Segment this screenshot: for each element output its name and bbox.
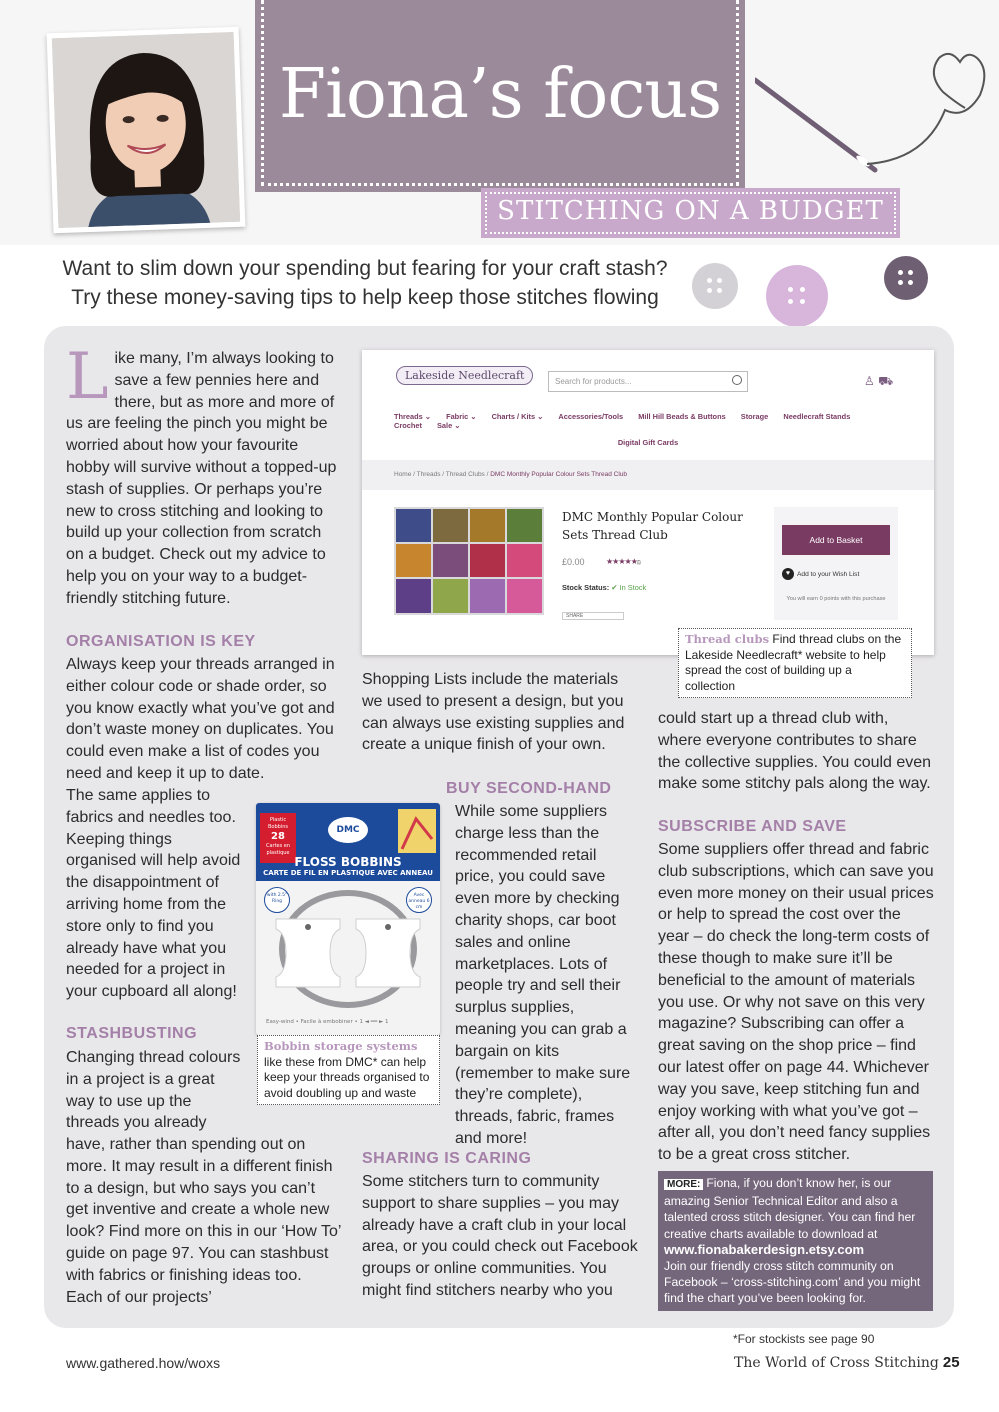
badge-bottom-text: Cartes en plastique — [265, 843, 291, 856]
share-button[interactable]: SHARE — [562, 612, 624, 620]
page-title: Fiona’s focus — [278, 55, 722, 134]
heading-stashbusting: STASHBUSTING — [66, 1025, 198, 1042]
stock-value: ✔ In Stock — [611, 583, 647, 592]
column-1-intro — [66, 340, 338, 610]
caption-bobbin-body: like these from DMC* can help keep your threads organised to avoid doubling up and waste — [264, 1054, 430, 1100]
title-banner — [255, 0, 745, 192]
subscribe-paragraph: Some suppliers offer thread and fabric club subscriptions, which can save you even more money on their usual prices or help to spread the cost over the year – do check the long-term costs of these though to make sure it’ll be beneficial to the amount of materials you use. Or why not save on this very magazine? Subscribing can offer a great saving on the shop price – find our latest offer on page 44. Whichever way you save, keep stitching fun and enjoy working with what you’ve got – after all, you don’t need fancy supplies to be a great cross stitcher. — [658, 841, 934, 1164]
review-count[interactable]: (1) — [636, 560, 640, 566]
account-basket-icons — [864, 374, 893, 390]
product-price: £0.00 — [562, 557, 585, 567]
intro-standfirst — [60, 254, 670, 312]
account-icon[interactable]: ♙ — [864, 374, 875, 388]
magazine-name: The World of Cross Stitching — [734, 1355, 939, 1371]
intro-paragraph: ike many, I’m always looking to save a few pennies here and there, but as more and more of us are feeling the pinch you might be worried about how your favourite hobby will survive without a topped-up stash of supplies. Or perhaps you’re new to cross stitching and looking to build up your collection from scratch on a budget. Check out my advice to help you on your way to a budget-friendly stitching future. — [66, 350, 337, 607]
wishlist-link[interactable] — [782, 568, 859, 580]
nav-item-crochet[interactable]: Crochet — [394, 421, 422, 430]
button-plum-icon — [884, 256, 928, 300]
thread-club-paragraph: could start up a thread club with, where everyone contributes to share the collective supplies. You could even make some stitchy pals along the way. — [658, 710, 932, 793]
heading-subscribe: SUBSCRIBE AND SAVE — [658, 818, 847, 835]
caption-bobbin-title: Bobbin storage systems — [264, 1039, 418, 1053]
embroidery-thumbnail-icon — [398, 809, 436, 853]
nav-item-storage[interactable]: Storage — [740, 412, 769, 421]
star-icons: ★★★★★ — [606, 557, 637, 566]
caption-thread-title: Thread clubs — [685, 632, 770, 646]
ring-size-left: with 2.5" Ring — [264, 887, 290, 913]
intro-line-2: Try these money-saving tips to help keep those stitches flowing — [71, 286, 659, 309]
organisation-paragraph-2: The same applies to fabrics and needles too. Keeping things organised will help avoid the disappointment of arriving home from the store only to find you already have what you needed for a project in your cupboard all along! — [66, 787, 241, 1001]
bobbin-product-subname: CARTE DE FIL EN PLASTIQUE AVEC ANNEAU — [263, 869, 433, 877]
second-hand-paragraph: While some suppliers charge less than the recommended retail price, you could save even more by checking charity shops, car boot sales and online marketplaces. Lots of people try and sell their surplus supplies, meaning you can grab a bargain on kits (remember to make sure they’re complete), threads, fabric, frames and more! — [455, 803, 631, 1147]
author-portrait — [47, 27, 246, 234]
caption-thread-clubs — [678, 628, 912, 698]
search-icon[interactable] — [732, 375, 742, 385]
caption-thread-body: Find thread clubs on the Lakeside Needlecraft* website to help spread the cost of building up a collection — [685, 632, 902, 693]
breadcrumb-current: DMC Monthly Popular Colour Sets Thread Club — [490, 471, 628, 478]
stashbusting-paragraph-2: have, rather than spending out on more. It may result in a different finish to a design, but who says you can’t get inventive and create a whole new look? Find more on this in our ‘How To’ guide on page 97. You can stashbust with fabrics or finishing ideas too. Each of our projects’ — [66, 1136, 341, 1306]
subtitle-tag — [481, 188, 900, 238]
sharing-paragraph: Some stitchers turn to community support to share supplies – you may already have a craft club in your local area, or you could check out Facebook groups or online communities. You might find stitchers nearby who you — [362, 1173, 638, 1299]
page-subtitle: STITCHING ON A BUDGET — [497, 196, 884, 226]
page-number: 25 — [942, 1354, 960, 1371]
more-info-box — [658, 1171, 933, 1311]
bobbin-product-name: FLOSS BOBBINS — [294, 855, 402, 869]
bobbin-pack-header — [256, 803, 440, 881]
purchase-panel — [774, 507, 898, 620]
footer-magazine — [734, 1354, 960, 1371]
stock-label: Stock Status: — [562, 583, 610, 592]
dmc-logo: DMC — [328, 817, 368, 843]
website-screenshot — [362, 350, 934, 655]
nav-item-charts-kits[interactable]: Charts / Kits ⌄ — [491, 412, 544, 421]
needle-thread-illustration — [755, 40, 995, 180]
button-grey-icon — [692, 263, 738, 309]
nav-item-accessories[interactable]: Accessories/Tools — [558, 412, 624, 421]
add-to-basket-button[interactable]: Add to Basket — [782, 525, 890, 555]
breadcrumb-path[interactable]: Home / Threads / Thread Clubs / — [394, 471, 491, 478]
heading-second-hand: BUY SECOND-HAND — [446, 780, 612, 797]
drop-cap: L — [66, 340, 109, 414]
wishlist-label: Add to your Wish List — [797, 570, 860, 578]
caption-bobbins — [257, 1035, 440, 1105]
footer-url[interactable]: www.gathered.how/woxs — [66, 1355, 221, 1371]
points-note: You will earn 0 points with this purchase — [786, 596, 886, 602]
breadcrumb — [362, 460, 934, 490]
heart-icon: ♥ — [782, 568, 794, 580]
cart-icon[interactable]: ⛟ — [878, 374, 894, 388]
heading-organisation: ORGANISATION IS KEY — [66, 633, 256, 650]
heading-sharing: SHARING IS CARING — [362, 1150, 532, 1167]
heart-thread-icon — [867, 54, 984, 164]
badge-number: 28 — [271, 831, 285, 842]
product-name: DMC Monthly Popular Colour Sets Thread Club — [562, 510, 743, 542]
search-placeholder: Search for products... — [555, 377, 632, 386]
portrait-photo — [52, 32, 241, 228]
nav-item-stands[interactable]: Needlecraft Stands — [783, 412, 851, 421]
nav-item-fabric[interactable]: Fabric ⌄ — [446, 412, 477, 421]
more-text-2: Join our friendly cross stitch community on Facebook – ‘cross-stitching.com’ and you might find the chart you’ve been looking for. — [664, 1259, 921, 1306]
intro-line-1: Want to slim down your spending but fearing for your craft stash? — [62, 257, 668, 280]
site-nav — [394, 412, 904, 430]
product-image[interactable] — [394, 507, 544, 615]
more-tag: MORE: — [664, 1179, 703, 1190]
stockists-note: *For stockists see page 90 — [733, 1332, 875, 1346]
needle-eye-icon — [855, 154, 871, 168]
search-input[interactable] — [548, 371, 748, 392]
ring-size-right: Avec anneau 6 cm — [406, 887, 432, 913]
floss-bobbins-photo — [256, 803, 440, 1035]
stock-status — [562, 583, 646, 592]
more-text-1: Fiona, if you don’t know her, is our amazing Senior Technical Editor and also a talented cross stitch designer. You can find her creative charts available to download at — [664, 1176, 916, 1241]
bobbins-ring-icon — [268, 883, 428, 1017]
stashbusting-paragraph-1: Changing thread colours in a project is a great way to use up the threads you already — [66, 1049, 241, 1132]
lakeside-logo[interactable]: Lakeside Needlecraft — [396, 366, 533, 385]
shopping-list-paragraph: Shopping Lists include the materials we used to present a design, but you can always use existing supplies and create a unique finish of your own. — [362, 671, 625, 754]
badge-top-text: Plastic Bobbins — [268, 817, 288, 830]
organisation-paragraph-1: Always keep your threads arranged in either colour code or shade order, so you know exactly what you’ve got and don’t waste money on duplicates. You could even make a list of codes you need and keep it up to date. — [66, 656, 335, 782]
button-lilac-icon — [766, 265, 828, 327]
nav-item-mill-hill[interactable]: Mill Hill Beads & Buttons — [638, 412, 726, 421]
nav-item-sale[interactable]: Sale ⌄ — [437, 421, 461, 430]
bobbin-pack-footer: Easy-wind • Facile à embobiner • 1 ◄ ━━ ► 1 — [266, 1019, 389, 1025]
etsy-link[interactable]: www.fionabakerdesign.etsy.com — [664, 1241, 865, 1257]
rating-stars — [606, 557, 640, 566]
nav-item-gift-cards[interactable]: Digital Gift Cards — [617, 438, 679, 447]
nav-item-threads[interactable]: Threads ⌄ — [394, 412, 431, 421]
